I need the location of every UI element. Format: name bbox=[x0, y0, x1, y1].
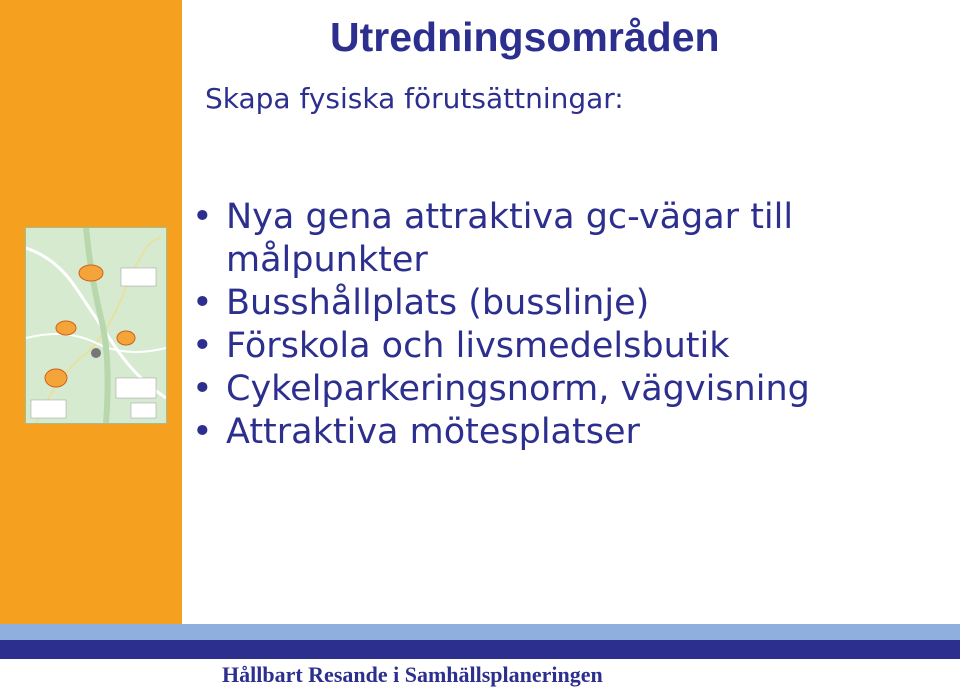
map-illustration bbox=[26, 228, 166, 423]
bullet-icon: • bbox=[192, 412, 213, 452]
bullet-text: Nya gena attraktiva gc-vägar till målpunkter bbox=[226, 197, 794, 280]
map-thumbnail bbox=[25, 227, 167, 424]
footer-band-light bbox=[0, 624, 960, 640]
bullet-icon: • bbox=[192, 369, 213, 409]
bullet-icon: • bbox=[192, 326, 213, 366]
bullet-item bbox=[192, 368, 892, 411]
footer-text: Hållbart Resande i Samhällsplaneringen bbox=[222, 662, 603, 687]
bullet-text: Busshållplats (busslinje) bbox=[226, 283, 650, 323]
bullet-item bbox=[192, 196, 892, 282]
bullet-item bbox=[192, 325, 892, 368]
slide-title: Utredningsområden bbox=[330, 14, 720, 60]
bullet-list bbox=[192, 196, 892, 454]
bullet-item bbox=[192, 282, 892, 325]
slide-subtitle: Skapa fysiska förutsättningar: bbox=[205, 82, 624, 115]
bullet-icon: • bbox=[192, 197, 213, 237]
bullet-text: Förskola och livsmedelsbutik bbox=[226, 326, 730, 366]
bullet-text: Attraktiva mötesplatser bbox=[226, 412, 640, 452]
bullet-item bbox=[192, 411, 892, 454]
bullet-text: Cykelparkeringsnorm, vägvisning bbox=[226, 369, 810, 409]
bullet-icon: • bbox=[192, 283, 213, 323]
footer-band-dark bbox=[0, 640, 960, 659]
